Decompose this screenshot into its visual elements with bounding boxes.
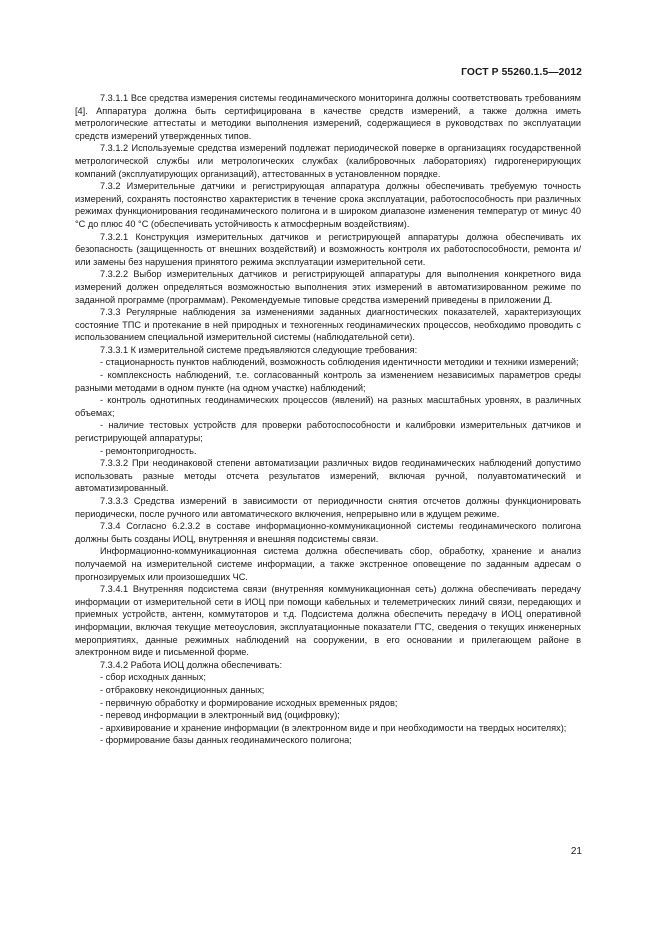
paragraph: 7.3.3.1 К измерительной системе предъявляются следующие требования: bbox=[100, 344, 418, 355]
paragraph: Информационно-коммуникационная система должна обеспечивать сбор, обработку, хранение и анализ получаемой на измерительной системе информации, а также экстренное оповещение по заданным адресам о прогнозируемых или произошедших ЧС. bbox=[75, 546, 581, 582]
page-number: 21 bbox=[570, 846, 582, 857]
paragraph: 7.3.2.1 Конструкция измерительных датчиков и регистрирующей аппаратуры должна обеспечивать их безопасность (защищенность от внешних воздействий) и возможность контроля их работоспособности, ремонта и/или замены без нарушения принятого режима эксплуатации измерительной сети. bbox=[75, 231, 581, 267]
paragraph: - архивирование и хранение информации (в электронном виде и при необходимости на твердых носителях); bbox=[100, 722, 567, 733]
paragraph: 7.3.3.3 Средства измерений в зависимости от периодичности снятия отсчетов должны функционировать периодически, после ручного или автоматического включения, непрерывно или в ждущем режиме. bbox=[75, 496, 581, 519]
paragraph: - первичную обработку и формирование исходных временных рядов; bbox=[100, 697, 398, 708]
document-body bbox=[75, 92, 581, 747]
paragraph: 7.3.2 Измерительные датчики и регистрирующая аппаратура должны обеспечивать требуемую точность измерений, сохранять постоянство характеристик в течение срока эксплуатации, работоспособность при различных режимах функционирования геодинамического полигона и в широком диапазоне изменения температур от минус 40 °С до плюс 40 °С (обеспечивать устойчивость к атмосферным воздействиям). bbox=[75, 181, 581, 229]
paragraph: - перевод информации в электронный вид (оцифровку); bbox=[100, 710, 340, 721]
paragraph: 7.3.4 Согласно 6.2.3.2 в составе информационно-коммуникационной системы геодинамического полигона должны быть созданы ИОЦ, внутренняя и внешняя подсистемы связи. bbox=[75, 521, 581, 544]
paragraph: 7.3.4.2 Работа ИОЦ должна обеспечивать: bbox=[100, 659, 283, 670]
paragraph: 7.3.1.2 Используемые средства измерений подлежат периодической поверке в организациях государственной метрологической службы или метрологических службах (калибровочных лабораториях) гидрогенерирующих компаний (эксплуатирующих организаций), аттестованных в установленном порядке. bbox=[75, 143, 581, 179]
paragraph: 7.3.3 Регулярные наблюдения за изменениями заданных диагностических показателей, характеризующих состояние ТПС и протекание в ней природных и техногенных геодинамических процессов, необходимо проводить с использованием специальной измерительной системы (наблюдательной сети). bbox=[75, 307, 581, 343]
paragraph: - ремонтопригодность. bbox=[100, 445, 197, 456]
paragraph: - сбор исходных данных; bbox=[100, 672, 206, 683]
paragraph: 7.3.3.2 При неодинаковой степени автоматизации различных видов геодинамических наблюдений допустимо использовать разные методы отсчета результатов измерений, включая ручной, полуавтоматический и автоматизированный. bbox=[75, 458, 581, 494]
paragraph: - стационарность пунктов наблюдений, возможность соблюдения идентичности методики и техники измерений; bbox=[100, 357, 579, 368]
paragraph: - комплексность наблюдений, т.е. согласованный контроль за изменением независимых параметров среды разными методами в одном пункте (на одном участке) наблюдений; bbox=[75, 370, 581, 393]
paragraph: 7.3.4.1 Внутренняя подсистема связи (внутренняя коммуникационная сеть) должна обеспечивать передачу информации от измерительной сети в ИОЦ при помощи кабельных и телеметрических линий связи, передающих и приемных устройств, антенн, коммутаторов и т.д. Подсистема должна обеспечить передачу в ИОЦ оперативной информации, включая текущие метеоусловия, эксплуатационные показатели ГТС, сведения о текущих инженерных мероприятиях, данные режимных наблюдений на сооружении, в его основании и прилегающем районе в электронном виде и письменной форме. bbox=[75, 584, 581, 658]
document-id-header: ГОСТ Р 55260.1.5—2012 bbox=[461, 67, 582, 78]
paragraph: 7.3.2.2 Выбор измерительных датчиков и регистрирующей аппаратуры для выполнения конкретного вида измерений должен определяться возможностью выполнения этих измерений в автоматизированном режиме по заданной программе (программам). Рекомендуемые типовые средства измерений приведены в приложении Д. bbox=[75, 269, 581, 305]
paragraph: 7.3.1.1 Все средства измерения системы геодинамического мониторинга должны соответствовать требованиям [4]. Аппаратура должна быть сертифицирована в качестве средств измерений, а также должна иметь метрологические аттестаты и методики выполнения измерений, содержащиеся в руководствах по эксплуатации средств измерений утвержденных типов. bbox=[75, 93, 581, 141]
paragraph: - отбраковку некондиционных данных; bbox=[100, 684, 265, 695]
paragraph: - наличие тестовых устройств для проверки работоспособности и калибровки измерительных датчиков и регистрирующей аппаратуры; bbox=[75, 420, 581, 444]
paragraph: - контроль однотипных геодинамических процессов (явлений) на разных масштабных уровнях, в различных объемах; bbox=[75, 395, 581, 418]
paragraph: - формирование базы данных геодинамического полигона; bbox=[100, 735, 352, 746]
